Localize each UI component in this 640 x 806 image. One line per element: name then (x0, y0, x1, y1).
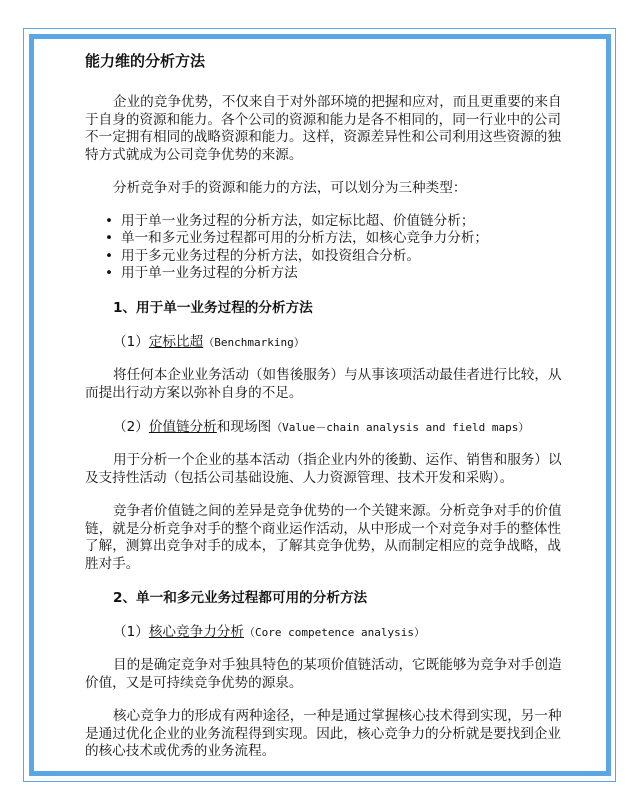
list-item-text: 单一和多元业务过程都可用的分析方法，如核心竞争力分析； (121, 230, 489, 247)
section-2-heading: 2、单一和多元业务过程都可用的分析方法 (113, 589, 368, 606)
core-competence-formation-paragraph (85, 708, 561, 761)
competitor-value-chain-paragraph (85, 503, 561, 573)
list-item-text: 用于单一业务过程的分析方法 (121, 265, 298, 282)
text-line: 是通过优化企业的业务流程得到实现。因此，核心竞争力的分析就是要找到企业 (85, 725, 561, 742)
text-line: 了解，测算出竞争对手的成本，了解其竞争优势，从而制定相应的竞争战略，战 (85, 538, 561, 555)
list-item (85, 213, 561, 230)
text-line: 特方式就成为公司竞争优势的来源。 (85, 146, 303, 163)
sub-number: （2） (113, 418, 149, 435)
bullet-icon: • (105, 212, 114, 229)
text-line: 而提出行动方案以弥补自身的不足。 (85, 384, 303, 401)
core-competence-link[interactable]: 核心竞争力分析 (148, 623, 244, 640)
text-line: 不一定拥有相同的战略资源和能力。这样，资源差异性和公司利用这些资源的独 (85, 129, 561, 146)
core-competence-subheading (85, 623, 561, 642)
page-title: 能力维的分析方法 (85, 52, 206, 70)
text-line: 企业的竞争优势，不仅来自于对外部环境的把握和应对，而且更重要的来自 (113, 94, 562, 110)
section-1-heading: 1、用于单一业务过程的分析方法 (113, 299, 313, 316)
benchmarking-link[interactable]: 定标比超 (148, 333, 204, 350)
list-item-text: 用于单一业务过程的分析方法，如定标比超、价值链分析； (121, 212, 475, 229)
sub-text: 和现场图 (216, 418, 272, 435)
benchmarking-paragraph (85, 367, 561, 402)
list-item (85, 230, 561, 247)
types-intro: 分析竞争对手的资源和能力的方法，可以划分为三种类型： (113, 179, 467, 196)
text-line: 于自身的资源和能力。各个公司的资源和能力是各不相同的，同一行业中的公司 (85, 111, 561, 128)
english-term: （Value－chain analysis and field maps） (271, 420, 530, 434)
text-line: 链，就是分析竞争对手的整个商业运作活动，从中形成一个对竞争对手的整体性 (85, 520, 561, 537)
list-item-text: 用于多元业务过程的分析方法，如投资组合分析。 (121, 247, 421, 264)
text-line: 核心竞争力的形成有两种途径，一种是通过掌握核心技术得到实现，另一种 (113, 708, 562, 725)
value-chain-link[interactable]: 价值链分析 (148, 418, 217, 435)
sub-number: （1） (113, 623, 149, 640)
text-line: 用于分析一个企业的基本活动（指企业内外的後勤、运作、销售和服务）以 (113, 452, 562, 469)
document-body (85, 50, 561, 776)
intro-paragraph (85, 94, 561, 164)
core-competence-purpose-paragraph (85, 657, 561, 692)
bullet-icon: • (105, 230, 114, 247)
english-term: （Benchmarking） (203, 335, 305, 349)
method-types-list (85, 213, 561, 283)
text-line: 及支持性活动（包括公司基础设施、人力资源管理、技术开发和采购）。 (85, 469, 514, 486)
bullet-icon: • (105, 247, 114, 264)
text-line: 胜对手。 (85, 555, 140, 572)
list-item (85, 248, 561, 265)
bullet-icon: • (105, 265, 114, 282)
value-chain-paragraph (85, 452, 561, 487)
text-line: 价值，又是可持续竞争优势的源泉。 (85, 674, 303, 691)
sub-number: （1） (113, 333, 149, 350)
value-chain-subheading (85, 418, 561, 437)
text-line: 竞争者价值链之间的差异是竞争优势的一个关键来源。分析竞争对手的价值 (113, 502, 562, 519)
text-line: 将任何本企业业务活动（如售後服务）与从事该项活动最佳者进行比较，从 (113, 367, 562, 384)
text-line: 的核心技术或优秀的业务流程。 (85, 743, 276, 760)
benchmarking-subheading (85, 333, 561, 352)
text-line: 目的是确定竞争对手独具特色的某项价值链活动，它既能够为竞争对手创造 (113, 657, 562, 674)
list-item (85, 265, 561, 282)
english-term: （Core competence analysis） (244, 625, 425, 639)
